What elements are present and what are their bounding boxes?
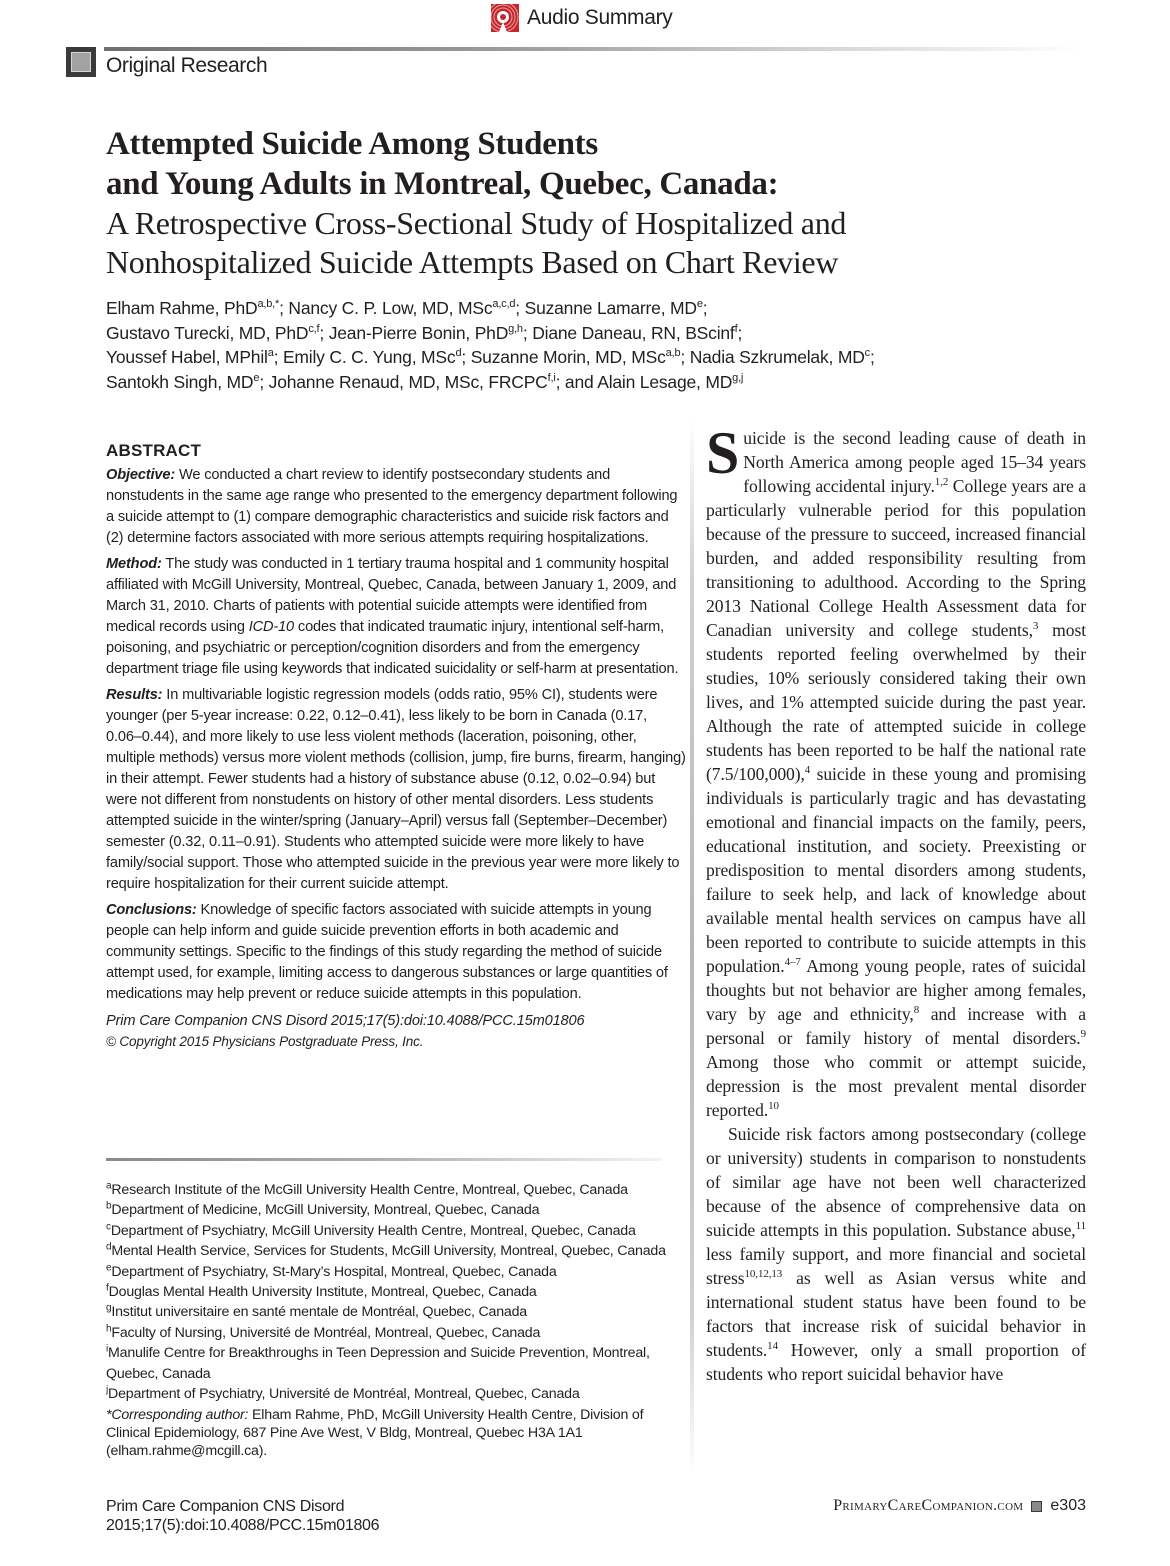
citation-ref: 4–7 — [784, 956, 801, 969]
body-text — [706, 420, 1086, 1386]
author-affiliation-marker: g,j — [732, 371, 744, 384]
author-affiliation-marker: e — [253, 371, 260, 384]
author-affiliation-marker: a,b,* — [257, 298, 280, 311]
affiliation-item: $^a$Research Institute of the McGill University Health Centre, Montreal, Quebec, Canada — [106, 1180, 628, 1198]
title-line-1: Attempted Suicide Among Students — [106, 126, 598, 162]
citation-ref: 8 — [913, 1004, 920, 1017]
drop-cap: S — [706, 420, 740, 486]
citation-ref: 10 — [768, 1100, 779, 1113]
audio-summary-link[interactable] — [491, 4, 673, 32]
affiliation-item: $^f$Douglas Mental Health University Institute, Montreal, Quebec, Canada — [106, 1282, 537, 1301]
abstract-heading: ABSTRACT — [106, 441, 202, 460]
author-affiliation-marker: g,h — [508, 322, 523, 335]
footer-journal: Prim Care Companion CNS Disord 2015;17(5):doi:10.4088/PCC.15m01806 — [106, 1498, 380, 1534]
section-label: Original Research — [106, 54, 268, 77]
author-affiliation-marker: a — [267, 347, 274, 360]
subtitle-line-1: A Retrospective Cross-Sectional Study of Hospitalized and — [106, 205, 847, 241]
affiliation-item: $^j$Department of Psychiatry, Université de Montréal, Montreal, Quebec, Canada — [106, 1384, 580, 1403]
author-name: Santokh Singh, MD — [106, 371, 254, 392]
affiliation-item: $^g$Institut universitaire en santé mentale de Montréal, Quebec, Canada — [106, 1302, 528, 1321]
page-number: e303 — [1050, 1497, 1086, 1514]
author-affiliation-marker: e — [696, 298, 703, 311]
column-divider — [690, 420, 694, 1475]
author-name: Nadia Szkrumelak, MD — [689, 347, 865, 367]
section-square-icon — [66, 47, 96, 77]
affiliations-divider — [106, 1158, 662, 1161]
citation-ref: 3 — [1032, 620, 1039, 633]
affiliation-item: $^d$Mental Health Service, Services for Students, McGill University, Montreal, Quebec, Canada — [106, 1241, 666, 1260]
article-title — [106, 124, 1006, 282]
author-name: Youssef Habel, MPhil — [106, 347, 268, 367]
title-line-2: and Young Adults in Montreal, Quebec, Canada: — [106, 166, 779, 202]
author-affiliation-marker: f,i — [547, 371, 556, 384]
footer-square-icon — [1031, 1501, 1042, 1512]
footer-site-link[interactable]: PrimaryCareCompanion.com — [833, 1497, 1024, 1514]
body-paragraph-1: Suicide is the second leading cause of death in North America among people aged 15–34 years following accidental injury.$^{1,2}$ College years are a particularly vulnerable period for this population because of the pressure to succeed, increased financial burden, and added responsibility resulting from transitioning to adulthood. According to the Spring 2013 National College Health Assessment data for Canadian university and college students,$^3$ most students reported feeling overwhelmed by their studies, 10% seriously considered taking their own lives, and 1% attempted suicide during the past year. Although the rate of attempted suicide in college students has been reported to be half the national rate (7.5/100,000),$^4$ suicide in these young and promising individuals is particularly tragic and has devastating emotional and financial impacts on the family, peers, educational institution, and society. Preexisting or predisposition to mental disorders among students, failure to seek help, and lack of knowledge about available mental health services on campus have all been reported to contribute to suicide attempts in this population.$^{4-7}$ Among young people, rates of suicidal thoughts but not behavior are higher among females, vary by age and ethnicity,$^8$ and increase with a personal or family history of mental disorders.$^9$ Among those who commit or attempt suicide, depression is the most prevalent mental disorder reported.$^{10}$ — [706, 420, 1086, 1120]
abstract-objective: Objective: We conducted a chart review to identify postsecondary students and nonstudents in the same age range who presented to the emergency department following a suicide attempt to (1) compare demographic characteristics and suicide risk factors and (2) determine factors associated with more serious attempts requiring hospitalizations. — [106, 467, 678, 546]
citation: Prim Care Companion CNS Disord 2015;17(5):doi:10.4088/PCC.15m01806 — [106, 1013, 585, 1029]
author-name: Emily C. C. Yung, MSc — [282, 347, 456, 367]
affiliation-item: $^h$Faculty of Nursing, Université de Montréal, Montreal, Quebec, Canada — [106, 1323, 541, 1341]
abstract-results: Results: In multivariable logistic regression models (odds ratio, 95% CI), students were younger (per 5-year increase: 0.22, 0.12–0.41), less likely to be born in Canada (0.17, 0.06–0.44), and more likely to use less violent methods (laceration, poisoning, other, multiple methods) versus more violent methods (collision, jump, fire burns, firearm, hanging) in their attempt. Fewer students had a history of substance abuse (0.12, 0.02–0.94) but were not different from nonstudents on history of other mental disorders. Less students attempted suicide in the winter/spring (January–April) versus fall (September–December) semester (0.32, 0.11–0.91). Students who attempted suicide were more likely to have family/social support. Those who attempted suicide in the previous year were more likely to require hospitalization for their current suicide attempt. — [106, 687, 686, 892]
subtitle-line-2: Nonhospitalized Suicide Attempts Based on Chart Review — [106, 244, 839, 280]
citation-ref: 14 — [767, 1340, 778, 1353]
abstract — [106, 441, 686, 1052]
affiliation-item: $^e$Department of Psychiatry, St-Mary’s Hospital, Montreal, Quebec, Canada — [106, 1261, 557, 1280]
author-affiliation-marker: c — [864, 347, 870, 360]
audio-summary-icon — [491, 4, 519, 32]
citation-ref: 11 — [1075, 1220, 1086, 1233]
citation-ref: 1,2 — [934, 476, 949, 489]
author-name: Johanne Renaud, MD, MSc, FRCPC — [268, 371, 548, 392]
author-list: Elham Rahme, PhD$^{a,b,*}$; Nancy C. P. Low, MD, MSc$^{a,c,d}$; Suzanne Lamarre, MDe; Gustavo Turecki, MD, PhD$^{c,f}$; Jean-Pierre Bonin, PhD$^{g,h}$; Diane Daneau, RN, BScinf$^f$; Youssef Habel, MPhil$^a$; Emily C. C. Yung, MSc$^d$; Suzanne Morin, MD, MSc$^{a,b}$; Nadia Szkrumelak, $MD^c$; Santokh Singh, MDe; Johanne Renaud, MD, MSc, FRCPC$^{f,i}$; and Alain Lesage, MD$^{g,j}$ — [106, 298, 875, 392]
author-name: Elham Rahme, PhD — [106, 298, 258, 318]
affiliation-item: $^b$Department of Medicine, McGill University, Montreal, Quebec, Canada — [106, 1200, 540, 1219]
author-affiliation-marker: a,b — [665, 347, 681, 360]
citation-ref: 10,12,13 — [744, 1268, 783, 1281]
author-affiliation-marker: c,f — [308, 322, 320, 335]
author-affiliation-marker: a,c,d — [492, 298, 516, 311]
abstract-method: Method: The study was conducted in 1 tertiary trauma hospital and 1 community hospital affiliated with McGill University, Montreal, Quebec, Canada, between January 1, 2009, and March 31, 2010. Charts of patients with potential suicide attempts were identified from medical records using ICD-10 codes that indicated traumatic injury, intentional self-harm, poisoning, and psychiatric or perception/cognition disorders and from the emergency department triage file using keywords that indicated suicidality or self-harm at presentation. — [106, 556, 679, 677]
author-affiliation-marker: d — [455, 347, 462, 360]
author-affiliation-marker: f — [734, 322, 738, 335]
author-name: Diane Daneau, RN, BScinf — [532, 322, 735, 343]
section-rule — [104, 47, 1084, 51]
author-name: Alain Lesage, MD — [597, 371, 733, 392]
abstract-conclusions: Conclusions: Knowledge of specific factors associated with suicide attempts in young people can help inform and guide suicide prevention efforts in both academic and community settings. Specific to the findings of this study regarding the method of suicide attempt used, for example, limiting access to dangerous substances or large quantities of medications may help prevent or reduce suicide attempts in this population. — [106, 902, 668, 1002]
audio-summary-label: Audio Summary — [527, 6, 673, 29]
affiliation-item: $^c$Department of Psychiatry, McGill University Health Centre, Montreal, Quebec, Canada — [106, 1221, 636, 1239]
copyright: © Copyright 2015 Physicians Postgraduate Press, Inc. — [106, 1034, 424, 1049]
citation-ref: 4 — [804, 764, 811, 777]
author-name: Gustavo Turecki, MD, PhD — [106, 322, 309, 343]
author-name: Suzanne Morin, MD, MSc — [470, 347, 666, 367]
affiliation-item: $^i$Manulife Centre for Breakthroughs in Teen Depression and Suicide Prevention, Montreal, Quebec, Canada — [106, 1343, 650, 1382]
body-paragraph-2: Suicide risk factors among postsecondary (college or university) students in comparison to nonstudents of similar age have not been well characterized because of the absence of comprehensive data on suicide attempts in this population. Substance abuse,$^{11}$ less family support, and more financial and societal stress$^{10,12,13}$ as well as Asian versus white and international student status have been found to be factors that increase risk of suicidal behavior in students.$^{14}$ However, only a small proportion of students who report suicidal behavior have — [706, 1124, 1086, 1384]
footer-page-info — [833, 1497, 1086, 1515]
affiliations — [106, 1180, 686, 1460]
author-name: Jean-Pierre Bonin, PhD — [328, 322, 509, 343]
corresponding-author: *Corresponding author: Elham Rahme, PhD, McGill University Health Centre, Division of Clinical Epidemiology, 687 Pine Ave West, V Bldg, Montreal, Quebec H3A 1A1 (elham.rahme@mcgill.ca). — [106, 1407, 644, 1460]
citation-ref: 9 — [1080, 1028, 1086, 1041]
author-name: Suzanne Lamarre, MD — [524, 298, 697, 318]
author-name: Nancy C. P. Low, MD, MSc — [288, 298, 493, 318]
